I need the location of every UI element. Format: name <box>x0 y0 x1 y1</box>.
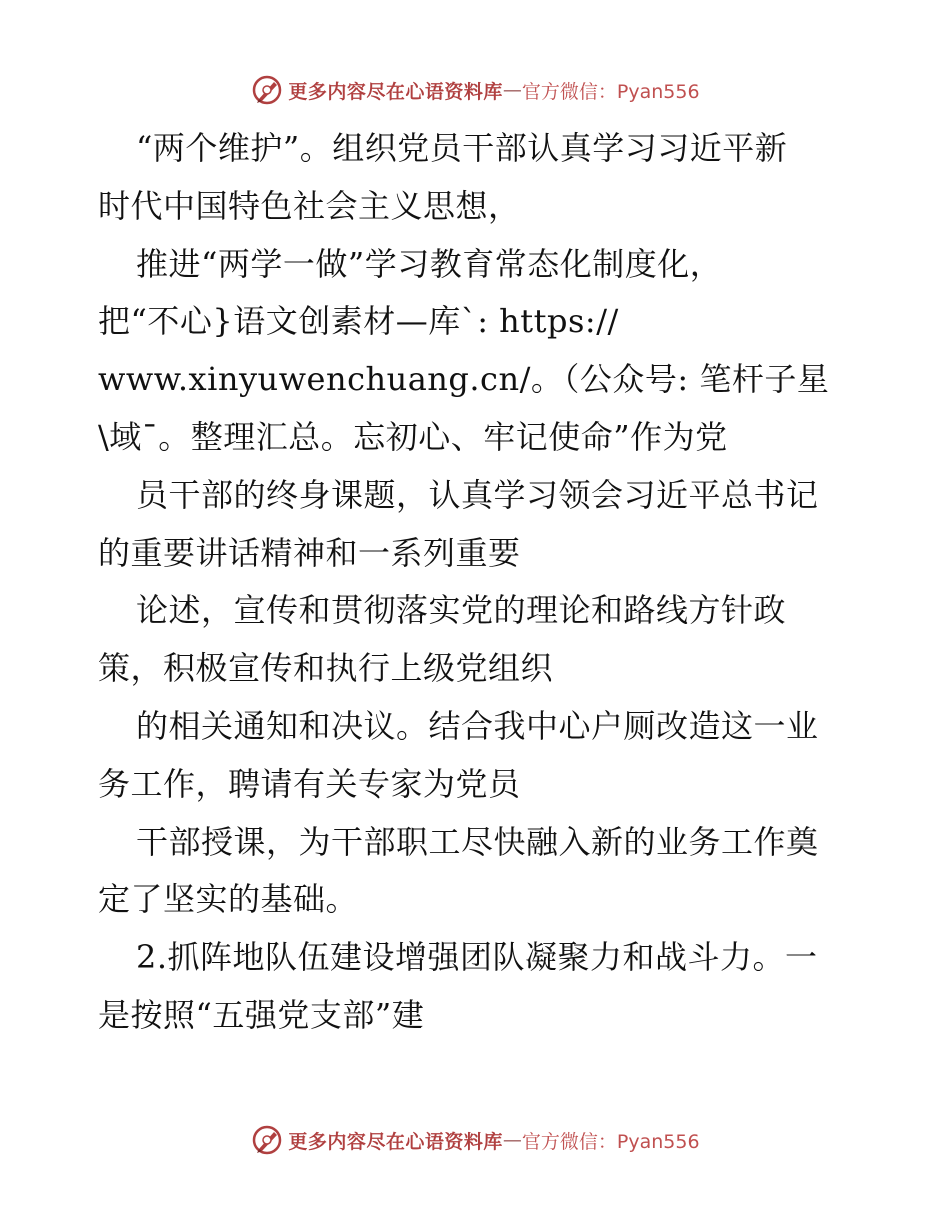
text-line: 策，积极宣传和执行上级党组织 <box>98 649 554 688</box>
text-line: 的相关通知和决议。结合我中心户厕改造这一业 <box>136 706 819 745</box>
text-line: www.xinyuwenchuang.cn/。（公众号: 笔杆子星 <box>98 360 830 399</box>
text-line: 论述，宣传和贯彻落实党的理论和路线方针政 <box>136 591 787 630</box>
footer-banner <box>0 1120 950 1160</box>
text-line: 把“不心}语文创素材—库`: https:// <box>98 302 619 341</box>
text-line: 2.抓阵地队伍建设增强团队凝聚力和战斗力。一 <box>136 938 818 977</box>
text-line: 是按照“五强党支部”建 <box>98 995 425 1034</box>
text-line: 干部授课，为干部职工尽快融入新的业务工作奠 <box>136 822 819 861</box>
banner-title: 更多内容尽在心语资料库 <box>288 80 503 103</box>
text-line: 时代中国特色社会主义思想， <box>98 186 521 225</box>
text-line: “两个维护”。组织党员干部认真学习习近平新 <box>136 129 788 167</box>
pen-logo-icon <box>250 1123 284 1157</box>
header-banner <box>0 70 950 110</box>
document-body <box>98 120 858 1045</box>
text-line: 定了坚实的基础。 <box>98 880 359 919</box>
banner-separator: — <box>502 1129 522 1151</box>
banner-title: 更多内容尽在心语资料库 <box>288 1130 503 1153</box>
text-line: \域¯。整理汇总。忘初心、牢记使命”作为党 <box>98 417 728 456</box>
banner-contact: 官方微信：Pyan556 <box>521 80 700 103</box>
text-line: 的重要讲话精神和一系列重要 <box>98 533 521 572</box>
pen-logo-icon <box>250 73 284 107</box>
text-line: 务工作，聘请有关专家为党员 <box>98 764 521 803</box>
banner-contact: 官方微信：Pyan556 <box>521 1130 700 1153</box>
text-line: 推进“两学一做”学习教育常态化制度化， <box>136 244 723 283</box>
banner-separator: — <box>502 79 522 101</box>
text-line: 员干部的终身课题，认真学习领会习近平总书记 <box>136 475 819 514</box>
